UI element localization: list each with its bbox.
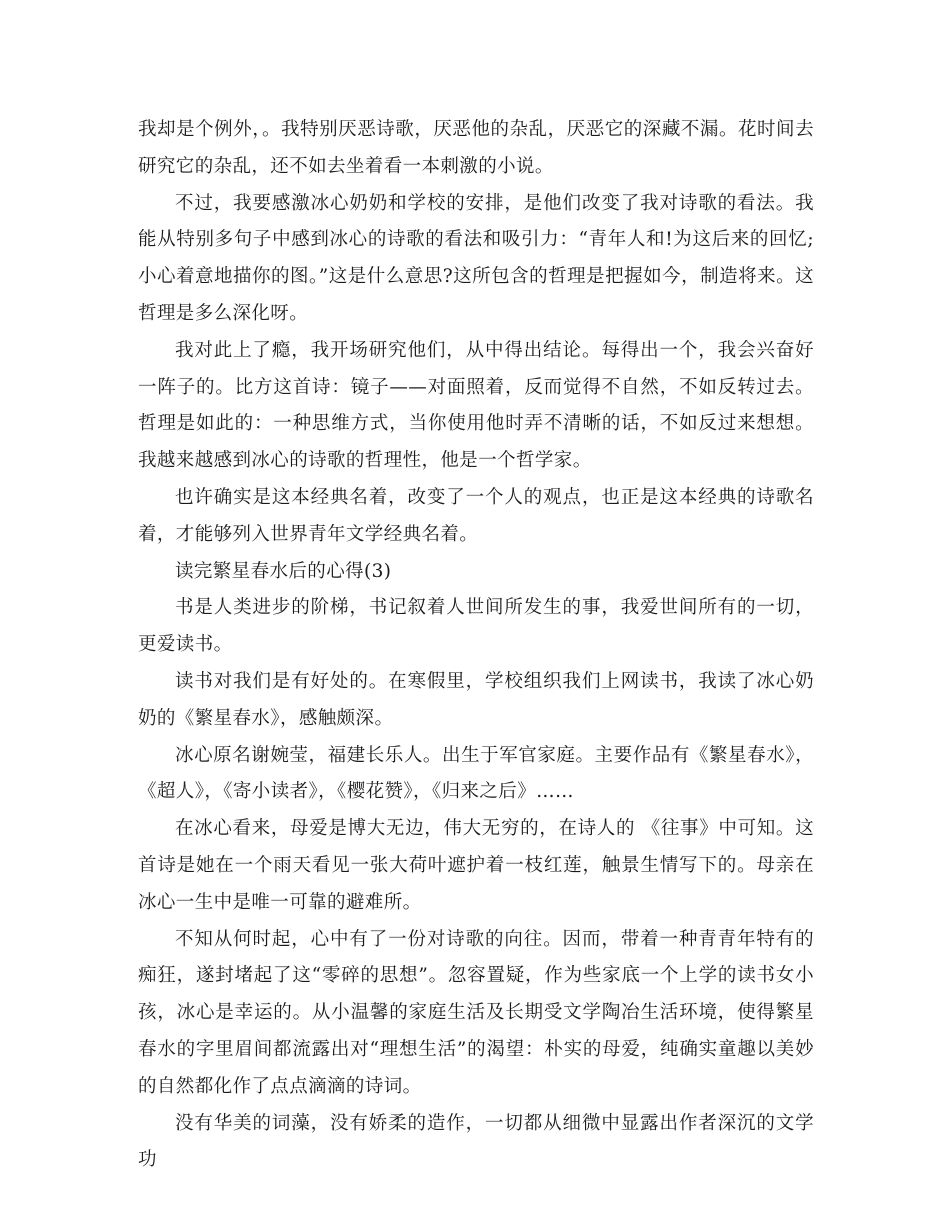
paragraph: 不过，我要感激冰心奶奶和学校的安排，是他们改变了我对诗歌的看法。我能从特别多句子中感到冰心的诗歌的看法和吸引力：“青年人和!为这后来的回忆;小心着意地描你的图。”这是什么意思?这所包含的哲理是把握如今，制造将来。这哲理是多么深化呀。: [138, 192, 814, 324]
section-heading: 读完繁星春水后的心得(3): [175, 560, 392, 582]
paragraph: 我却是个例外，。我特别厌恶诗歌，厌恶他的杂乱，厌恶它的深藏不漏。花时间去研究它的杂乱，还不如去坐着看一本刺激的小说。: [138, 119, 814, 177]
paragraph: 在冰心看来，母爱是博大无边，伟大无穷的，在诗人的 《往事》中可知。这首诗是她在一个雨天看见一张大荷叶遮护着一枝红莲，触景生情写下的。母亲在冰心一生中是唯一可靠的避难所。: [138, 818, 814, 913]
paragraph: 不知从何时起，心中有了一份对诗歌的向往。因而，带着一种青青年特有的痴狂，遂封堵起了这“零碎的思想”。忽容置疑，作为些家底一个上学的读书女小孩，冰心是幸运的。从小温馨的家庭生活及长期受文学陶冶生活环境，使得繁星春水的字里眉间都流露出对“理想生活”的渴望：朴实的母爱，纯确实童趣以美妙的自然都化作了点点滴滴的诗词。: [138, 928, 814, 1097]
paragraph: 也许确实是这本经典名着，改变了一个人的观点，也正是这本经典的诗歌名着，才能够列入世界青年文学经典名着。: [138, 486, 814, 545]
paragraph: 冰心原名谢婉莹，福建长乐人。出生于军官家庭。主要作品有《繁星春水》，《超人》，《寄小读者》，《樱花赞》，《归来之后》……: [138, 744, 814, 803]
paragraph: 我对此上了瘾，我开场研究他们，从中得出结论。每得出一个，我会兴奋好一阵子的。比方这首诗：镜子——对面照着，反而觉得不自然，不如反转过去。哲理是如此的：一种思维方式，当你使用他时弄不清晰的话，不如反过来想想。我越来越感到冰心的诗歌的哲理性，他是一个哲学家。: [138, 339, 814, 472]
paragraph: 书是人类进步的阶梯，书记叙着人世间所发生的事，我爱世间所有的一切，更爱读书。: [138, 597, 814, 656]
body-text: [138, 112, 814, 1179]
paragraph: 没有华美的词藻，没有娇柔的造作，一切都从细微中显露出作者深沉的文学功: [138, 1112, 814, 1171]
paragraph: 读书对我们是有好处的。在寒假里，学校组织我们上网读书，我读了冰心奶奶的《繁星春水》，感触颇深。: [138, 670, 814, 729]
